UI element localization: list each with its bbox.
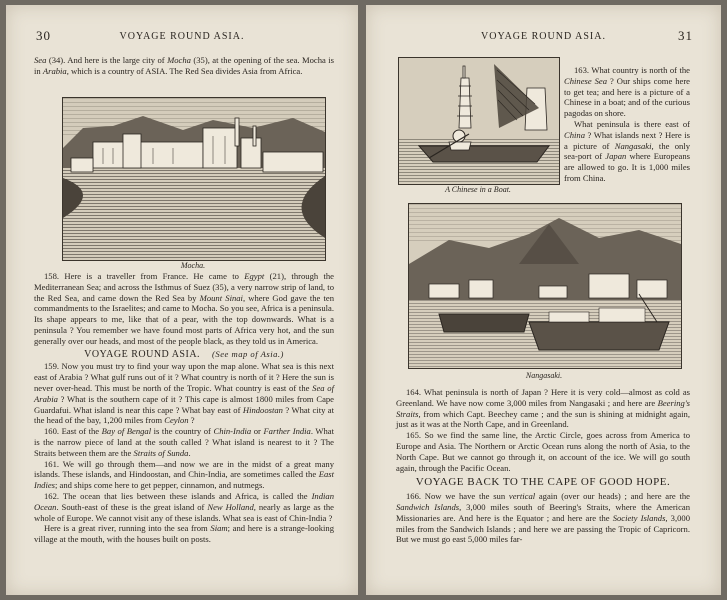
section-heading: VOYAGE BACK TO THE CAPE OF GOOD HOPE. xyxy=(415,476,671,489)
right-body xyxy=(396,387,690,545)
paragraph-intro: Sea (34). And here is the large city of Mocha (35), at the opening of the sea. Mocha is in Arabia, which is a country of ASIA. The Red Sea divides Asia from Africa. xyxy=(34,55,334,76)
left-intro-block xyxy=(34,55,334,77)
boat-caption: A Chinese in a Boat. xyxy=(445,185,511,194)
paragraph-166: 166. Now we have the sun vertical again (over our heads) ; and here are the Sandwich Islands, 3,000 miles south of Beering's Straits, where the American Missionaries are. And here is the Equator ; and here are the Society Islands, 3,000 miles from the Sandwich Islands ; and here we are passing the Tropic of Capricorn. But we must go east 5,000 miles far- xyxy=(396,491,690,545)
paragraph-161: 161. We will go through them—and now we are in the midst of a great many islands. These islands, and Hindoostan, and Chin-India, are sometimes called the East Indies; and ships come here to get pepper, cinnamon, and nutmegs. xyxy=(34,458,334,491)
section-heading xyxy=(34,349,334,361)
nangasaki-engraving xyxy=(408,203,682,369)
paragraph-163-continued: What peninsula is there east of China ? What islands next ? Here is a picture of Nangasaki, the only sea-port of Japan where Europeans are allowed to go. It is 1,000 miles from China. xyxy=(564,118,690,183)
mocha-caption: Mocha. xyxy=(180,261,206,270)
running-head: VOYAGE ROUND ASIA. xyxy=(119,31,245,42)
running-head: VOYAGE ROUND ASIA. xyxy=(481,31,606,42)
page-number: 30 xyxy=(36,28,51,43)
paragraph-158: 158. Here is a traveller from France. He came to Egypt (21), through the Mediterranean Sea; and across the Isthmus of Suez (35), a very narrow strip of land, to the Red Sea, and came down the Red Sea by Mount Sinai, where God gave the ten commandments to the Israelites; and came to Mocha. So you see, Africa is a peninsula. Its shape appears to me, like that of a pear, with the top downwards. What is a peninsula ? You remember we have found most parts of Africa very hot, and the sun generally over our heads, and most of the people black, as they told us in America. xyxy=(34,271,334,346)
mocha-engraving xyxy=(62,97,326,261)
paragraph-162: 162. The ocean that lies between these islands and Africa, is called the Indian Ocean. South-east of these is the great island of New Holland, nearly as large as the whole of Europe. We cannot visit any of these islands. What sea is east of Chin-India ? xyxy=(34,490,334,523)
paragraph-160: 160. East of the Bay of Bengal is the country of Chin-India or Farther India. What is the narrow piece of land at the south called ? What island is nearest to it ? The Straits between them are the Straits of Sunda. xyxy=(34,426,335,458)
nangasaki-caption: Nangasaki. xyxy=(525,371,563,380)
right-page xyxy=(366,5,721,595)
paragraph-162-continued: Here is a great river, running into the sea from Siam; and here is a strange-looking village at the mouth, with the houses built on posts. xyxy=(34,523,334,545)
page-number: 31 xyxy=(678,28,693,43)
section-title: VOYAGE ROUND ASIA. xyxy=(84,348,201,360)
paragraph-163: 163. What country is north of the Chinese Sea ? Our ships come here to get tea; and here is a picture of a Chinese in a boat; and of the curious pagodas on shore. xyxy=(564,65,690,119)
section-note: (See map of Asia.) xyxy=(212,348,284,359)
left-body xyxy=(34,271,334,545)
right-top-text xyxy=(564,65,690,184)
paragraph-165: 165. So we find the same line, the Arctic Circle, goes across from America to Europe and Asia. The Northern or Arctic Ocean runs along the north of Asia, to the North Cape. But we cannot go through it, on account of the ice. We will go south again, through the Pacific Ocean. xyxy=(396,430,690,473)
left-page xyxy=(6,5,358,595)
paragraph-164: 164. What peninsula is north of Japan ? Here it is very cold—almost as cold as Greenland. We have now come 3,000 miles from Nangasaki ; and here are Beering's Straits, from which Capt. Beechey came ; and the sun is shining at midnight again, just as it was at the North Cape, and in Greenland. xyxy=(396,387,690,430)
paragraph-159: 159. Now you must try to find your way upon the map alone. What sea is this next east of Arabia ? What gulf runs out of it ? What country is north of it ? Here the sun is never over-head. This must be north of the Tropic. What country is east of the Sea of Arabia ? What is the southern cape of it ? This cape is almost 1800 miles from Cape Guardafui. What island is near this cape ? What bay east of Hindoostan ? What city at the head of the bay, 1,200 miles from Ceylon ? xyxy=(34,361,334,426)
chinese-boat-engraving xyxy=(398,57,560,185)
